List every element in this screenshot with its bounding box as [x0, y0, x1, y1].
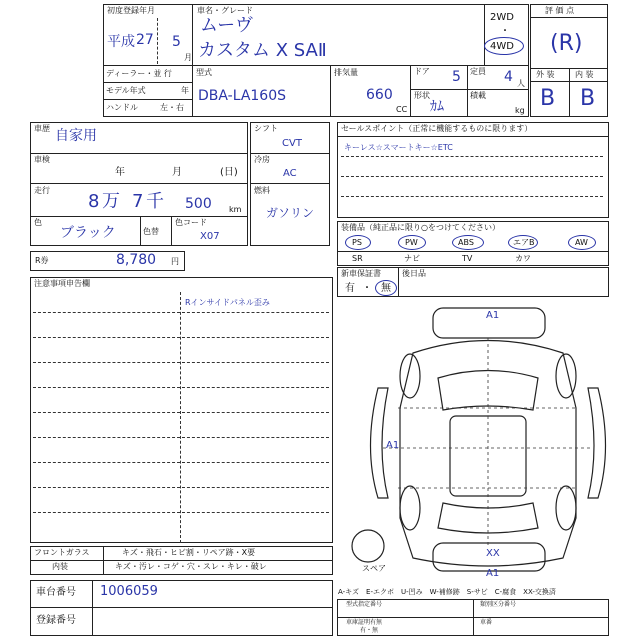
car-name: ムーヴ [200, 15, 254, 36]
drive-4wd: 4WD [490, 41, 514, 52]
rating-label: 評 価 点 [545, 6, 575, 15]
drive-2wd: 2WD [490, 12, 514, 23]
handle-label: ハンドル [106, 103, 138, 112]
usage-label: 車歴 [34, 124, 50, 133]
displacement: 660 [366, 87, 393, 103]
selling-points-value: キーレス☆スマートキー☆ETC [344, 143, 453, 152]
rating-value: (R) [550, 31, 583, 56]
capacity: 4 [504, 69, 513, 85]
interior-grade: B [580, 86, 596, 111]
r-ticket-label: R券 [35, 256, 49, 265]
aircon-value: AC [283, 168, 297, 179]
displacement-label: 排気量 [334, 68, 358, 77]
form-cert-value: 有・無 [360, 627, 379, 634]
shift-value: CVT [282, 138, 302, 149]
model-type: DBA-LA160S [198, 88, 287, 104]
reg-era: 平成 [107, 34, 135, 50]
exterior-grade: B [540, 86, 556, 111]
interior-label: 内 装 [575, 70, 594, 79]
warranty-yes: 有 [345, 283, 355, 294]
r-ticket-box [30, 251, 185, 271]
post-install-label: 後日品 [402, 269, 426, 278]
usage-value: 自家用 [55, 128, 97, 144]
front-glass-options: キズ・飛石・ヒビ割・リペア跡・X要 [122, 548, 256, 557]
equip-abs-circle [452, 235, 484, 250]
color-label: 色 [34, 218, 42, 227]
color-code: X07 [200, 231, 220, 242]
exterior-label: 外 装 [536, 70, 555, 79]
first-reg-label: 初度登録年月 [107, 6, 155, 15]
interior-options: キズ・汚レ・コゲ・穴・スレ・キレ・破レ [115, 562, 267, 571]
equip-navi: ナビ [404, 254, 420, 263]
warranty-no: 無 [381, 283, 391, 294]
warranty-dot: ・ [362, 283, 372, 294]
notes-box [30, 277, 333, 543]
model-year-unit: 年 [181, 86, 189, 95]
inspection-month-unit: 月 [172, 167, 182, 178]
reg-month: 5 [172, 34, 181, 50]
equip-pw: PW [405, 238, 418, 247]
equip-sr: SR [352, 254, 363, 263]
damage-legend: A-キズ E-エクボ U-凹み W-補修跡 S-サビ C-腐食 XX-交換済 [338, 588, 556, 596]
inspection-year-unit: 年 [115, 167, 125, 178]
fuel-value: ガソリン [266, 206, 315, 220]
equip-leather: カワ [515, 254, 531, 263]
reg-year: 27 [136, 32, 154, 48]
mileage-label: 走行 [34, 186, 50, 195]
drive-dot: ・ [500, 26, 510, 37]
mileage-man: 8 [88, 191, 100, 212]
mileage-rest: 500 [185, 196, 212, 212]
form-cert-label: 車庫証明有無 [346, 619, 383, 626]
damage-a1-left: A1 [386, 440, 400, 451]
inspection-day-unit: (日) [220, 167, 238, 178]
equip-pw-circle [398, 235, 426, 250]
damage-a1-bottom: A1 [486, 568, 500, 579]
chassis-label: 車台番号 [36, 587, 76, 598]
damage-xx: XX [486, 548, 500, 559]
form-class-label: 類別区分番号 [480, 601, 517, 608]
equip-tv: TV [462, 254, 473, 263]
model-year-label: モデル年式 [106, 86, 146, 95]
reg-no-label: 登録番号 [36, 615, 76, 626]
door-label: ドア [414, 67, 430, 76]
mileage-man-unit: 万 [102, 191, 120, 212]
equip-airbag-circle [508, 235, 538, 250]
equip-aw-circle [568, 235, 596, 250]
car-name-label: 車名・グレード [197, 6, 253, 15]
equip-ps: PS [352, 238, 362, 247]
shape: ｶﾑ [430, 99, 444, 115]
damage-a1-top: A1 [486, 310, 500, 321]
fuel-label: 燃料 [254, 186, 270, 195]
aircon-label: 冷房 [254, 155, 270, 164]
selling-points-label: セールスポイント（正常に機能するものに限ります） [341, 124, 533, 133]
drive-4wd-circle [484, 37, 524, 55]
warranty-no-circle [375, 280, 397, 296]
shape-label: 形状 [414, 91, 430, 100]
dealer-label: ディーラー・並 行 [106, 69, 172, 78]
car-grade: カスタム X SAⅡ [198, 40, 327, 61]
equipment-label: 装備品（純正品に限り○をつけてください） [341, 223, 500, 232]
warranty-label: 新車保証書 [341, 269, 381, 278]
spare-label: スペア [362, 564, 386, 573]
equip-aw: AW [575, 238, 588, 247]
kg-unit: kg [515, 106, 525, 115]
doors: 5 [452, 69, 461, 85]
cc-unit: CC [396, 105, 408, 114]
equip-ps-circle [345, 235, 371, 250]
persons-unit: 人 [517, 79, 525, 88]
capacity-label: 定員 [470, 67, 486, 76]
color-change-label: 色替 [143, 227, 159, 236]
interior-row-label: 内装 [52, 562, 68, 571]
equip-abs: ABS [458, 238, 474, 247]
handle-options: 左・右 [160, 103, 184, 112]
reg-month-unit: 月 [184, 53, 192, 62]
km-unit: km [229, 205, 242, 214]
chassis-value: 1006059 [100, 584, 158, 599]
notes-value: Rインサイドパネル歪み [185, 298, 270, 307]
mileage-sen: 7 [132, 191, 144, 212]
r-ticket-value: 8,780 [116, 252, 157, 268]
inspection-label: 車検 [34, 155, 50, 164]
color-code-label: 色コード [175, 218, 207, 227]
front-glass-label: フロントガラス [34, 548, 90, 557]
yen-unit: 円 [171, 257, 179, 266]
form-model-label: 型式指定番号 [346, 601, 383, 608]
color-value: ブラック [60, 225, 116, 241]
notes-label: 注意事項申告欄 [34, 279, 90, 288]
model-type-label: 型式 [196, 68, 212, 77]
equip-airbag: エアB [513, 238, 535, 247]
form-recycle-label: 車番 [480, 619, 493, 626]
car-damage-diagram [338, 298, 610, 584]
mileage-sen-unit: 千 [146, 191, 164, 212]
load-label: 積載 [470, 91, 486, 100]
shift-label: シフト [254, 124, 278, 133]
